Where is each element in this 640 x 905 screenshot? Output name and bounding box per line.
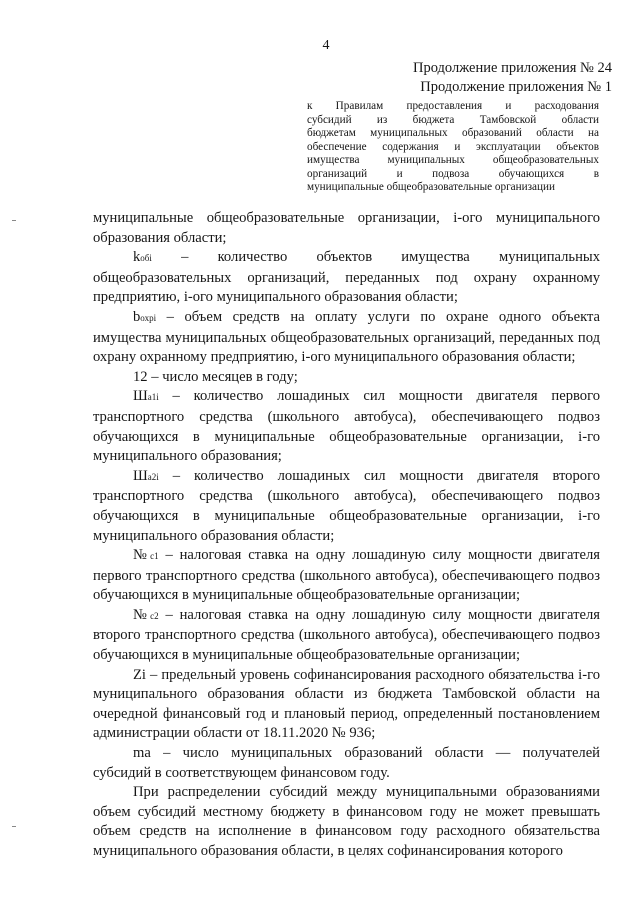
definition-text: – количество лошадиных сил мощности двигателя второго транспортного средства (школьного автобуса), обеспечивающего подвоз обучающихся в муниципальные общеобразовательные организации, i-го муниципального образования области; [93, 467, 600, 544]
rules-line: организаций и подвоза обучающихся в [307, 167, 599, 180]
definition-zi: Zi – предельный уровень софинансирования расходного обязательства i-го муниципального образования области из бюджета Тамбовской области на очередной финансовый год и плановый период, определенный постановлением администрации области от 18.11.2020 № 936; [93, 666, 600, 742]
rules-line: муниципальные общеобразовательные организации [307, 181, 555, 193]
rules-line: имущества муниципальных общеобразовательных [307, 154, 599, 166]
definition-sh-a2 [93, 467, 600, 546]
appendix-continuation-24: Продолжение приложения № 24 [413, 60, 612, 76]
rules-line: обеспечение содержания и эксплуатации объектов [307, 140, 599, 153]
scan-margin-mark [12, 826, 16, 827]
variable-symbol: Ш [133, 467, 148, 484]
definition-b-ohr [93, 308, 600, 368]
definition-text: – объем средств на оплату услуги по охране одного объекта имущества муниципальных общеобразовательных организаций, переданных под охрану охранному предприятию, i-ого муниципального образования области; [93, 308, 600, 366]
variable-subscript: а1i [147, 392, 159, 403]
variable-subscript: охрi [140, 312, 157, 323]
distribution-paragraph: При распределении субсидий между муниципальными образованиями объем субсидий местному бюджету в финансовом году не может превышать объем средств на исполнение в финансовом году расходного обязательства муниципального образования области, в целях софинансирования которого [93, 784, 600, 859]
variable-subscript: с2 [150, 610, 159, 621]
definition-text: – количество лошадиных сил мощности двигателя первого транспортного средства (школьного автобуса), обеспечивающего подвоз обучающихся в муниципальные общеобразовательные организации, i-го муниципального образования; [93, 388, 600, 465]
definition-tax-c1 [93, 546, 600, 606]
paragraph: муниципальные общеобразовательные организации, i-ого муниципального образования области; [93, 210, 600, 246]
definition-months: 12 – число месяцев в году; [133, 368, 298, 385]
variable-subscript: обi [140, 253, 152, 264]
definition-text: – количество объектов имущества муниципальных общеобразовательных организаций, переданных под охрану охранному предприятию, i-ого муниципального образования области; [93, 249, 600, 306]
scan-margin-mark [12, 220, 16, 221]
definition-sh-a1 [93, 387, 600, 466]
definition-ma: ma – число муниципальных образований области — получателей субсидий в соответствующем финансовом году. [93, 745, 600, 781]
document-body [93, 209, 600, 862]
variable-subscript: с1 [150, 551, 159, 562]
appendix-continuation-1: Продолжение приложения № 1 [420, 79, 612, 95]
variable-symbol: b [133, 308, 141, 325]
rules-line: к Правилам предоставления и расходования [307, 100, 599, 112]
rules-line: субсидий из бюджета Тамбовской области [307, 113, 599, 126]
page-number: 4 [322, 38, 330, 53]
variable-symbol: Ш [133, 388, 148, 405]
variable-symbol: k [133, 249, 141, 266]
variable-symbol: № [133, 606, 151, 623]
variable-symbol: № [133, 547, 151, 564]
definition-k-ob [93, 248, 600, 308]
definition-text: – налоговая ставка на одну лошадиную силу мощности двигателя первого транспортного средства (школьного автобуса), обеспечивающего подвоз обучающихся в муниципальные общеобразовательные организации; [93, 547, 600, 604]
definition-tax-c2 [93, 606, 600, 666]
variable-subscript: а2i [147, 471, 159, 482]
definition-text: – налоговая ставка на одну лошадиную силу мощности двигателя второго транспортного средства (школьного автобуса), обеспечивающего подвоз обучающихся в муниципальные общеобразовательные организации; [93, 606, 600, 664]
rules-reference-block [307, 100, 599, 195]
rules-line: бюджетам муниципальных образований области на [307, 127, 599, 139]
